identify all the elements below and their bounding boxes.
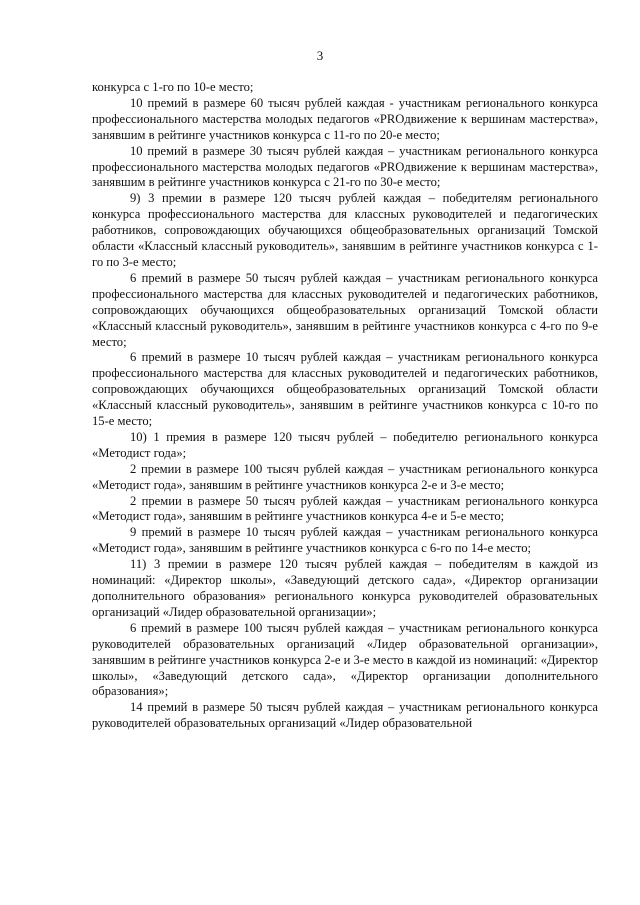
paragraph: 10 премий в размере 60 тысяч рублей каждая - участникам регионального конкурса профессионального мастерства молодых педагогов «PROдвижение к вершинам мастерства», занявшим в рейтинге участников конкурса с 11-го по 20-е место; [92,95,598,142]
paragraph: 2 премии в размере 100 тысяч рублей каждая – участникам регионального конкурса «Методист года», занявшим в рейтинге участников конкурса 2-е и 3-е место; [92,461,598,492]
paragraph: 9 премий в размере 10 тысяч рублей каждая – участникам регионального конкурса «Методист года», занявшим в рейтинге участников конкурса с 6-го по 14-е место; [92,525,598,556]
page-number: 3 [316,48,324,63]
paragraph: 6 премий в размере 10 тысяч рублей каждая – участникам регионального конкурса профессионального мастерства для классных руководителей и педагогических работников, сопровождающих обучающихся общеобразовательных организаций Томской области «Классный классный руководитель», занявшим в рейтинге участников конкурса с 10-го по 15-е место; [92,350,598,429]
paragraph: 11) 3 премии в размере 120 тысяч рублей каждая – победителям в каждой из номинаций: «Директор школы», «Заведующий детского сада», «Директор организации дополнительного образования» регионального конкурса руководителей образовательных организаций «Лидер образовательной организации»; [92,557,598,619]
paragraph: конкурса с 1-го по 10-е место; [92,80,254,94]
paragraph: 10 премий в размере 30 тысяч рублей каждая – участникам регионального конкурса профессионального мастерства молодых педагогов «PROдвижение к вершинам мастерства», занявшим в рейтинге участников конкурса с 21-го по 30-е место; [92,143,598,190]
paragraph: 14 премий в размере 50 тысяч рублей каждая – участникам регионального конкурса руководителей образовательных организаций «Лидер образовательной [92,700,598,731]
document-body [92,80,598,732]
paragraph: 6 премий в размере 100 тысяч рублей каждая – участникам регионального конкурса руководителей образовательных организаций «Лидер образовательной организации», занявшим в рейтинге участников конкурса 2-е и 3-е место в каждой из номинаций: «Директор школы», «Заведующий детского сада», «Директор организации дополнительного образования»; [92,620,598,699]
paragraph: 2 премии в размере 50 тысяч рублей каждая – участникам регионального конкурса «Методист года», занявшим в рейтинге участников конкурса 4-е и 5-е место; [92,493,598,524]
paragraph: 6 премий в размере 50 тысяч рублей каждая – участникам регионального конкурса профессионального мастерства для классных руководителей и педагогических работников, сопровождающих обучающихся общеобразовательных организаций Томской области «Классный классный руководитель», занявшим в рейтинге участников конкурса с 4-го по 9-е место; [92,270,598,349]
paragraph: 10) 1 премия в размере 120 тысяч рублей – победителю регионального конкурса «Методист года»; [92,429,598,460]
paragraph: 9) 3 премии в размере 120 тысяч рублей каждая – победителям регионального конкурса профессионального мастерства для классных руководителей и педагогических работников, сопровождающих обучающихся общеобразовательных организаций Томской области «Классный классный руководитель», занявшим в рейтинге участников конкурса с 1-го по 3-е место; [92,191,598,269]
